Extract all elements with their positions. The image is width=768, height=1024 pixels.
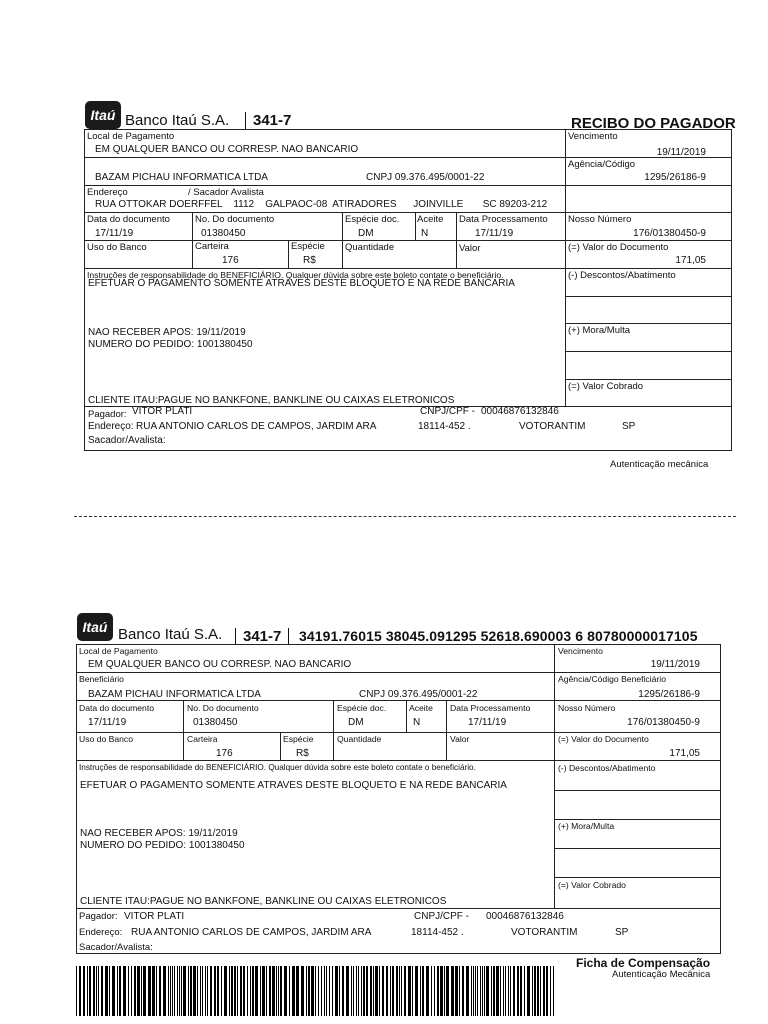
cep-value: 18114-452 .: [411, 927, 464, 938]
barcode-bar: [356, 966, 357, 1016]
barcode-bar: [269, 966, 271, 1016]
vencimento-value: 19/11/2019: [650, 659, 700, 670]
barcode-bar: [202, 966, 203, 1016]
barcode-bar: [408, 966, 411, 1016]
barcode-bar: [301, 966, 304, 1016]
valor-label: Valor: [459, 243, 481, 254]
barcode-bar: [486, 966, 489, 1016]
barcode-bar: [224, 966, 227, 1016]
barcode-bar: [392, 966, 394, 1016]
barcode-bar: [272, 966, 275, 1016]
aceite-value: N: [413, 717, 421, 728]
barcode-bar: [550, 966, 551, 1016]
nosso-num-value: 176/01380450-9: [633, 228, 706, 239]
cnpj-cpf-value: 00046876132846: [486, 911, 564, 922]
sacador-label: Sacador/Avalista:: [79, 942, 153, 953]
barcode-bar: [234, 966, 236, 1016]
barcode-bar: [477, 966, 478, 1016]
beneficiario-label: Beneficiário: [79, 674, 124, 684]
barcode-bar: [466, 966, 469, 1016]
barcode-bar: [351, 966, 352, 1016]
valor-cobrado-label: (=) Valor Cobrado: [568, 381, 644, 392]
uf-value: SP: [615, 927, 629, 938]
barcode-bar: [532, 966, 533, 1016]
data-proc-label: Data Processamento: [450, 703, 531, 713]
itau-logo: Itaú: [85, 101, 121, 129]
barcode-bar: [83, 966, 85, 1016]
barcode-bar: [231, 966, 233, 1016]
barcode-bar: [174, 966, 175, 1016]
barcode-bar: [353, 966, 354, 1016]
barcode-bar: [382, 966, 384, 1016]
barcode-bar: [101, 966, 103, 1016]
pagador-label: Pagador:: [79, 911, 118, 922]
vencimento-label: Vencimento: [558, 646, 603, 656]
barcode: [76, 966, 556, 1016]
agencia-label: Agência/Código Beneficiário: [558, 674, 666, 684]
barcode-bar: [79, 966, 81, 1016]
barcode-bar: [76, 966, 77, 1016]
barcode-bar: [370, 966, 372, 1016]
bank-name: Banco Itaú S.A.: [118, 626, 223, 643]
especie-label: Espécie: [283, 734, 314, 744]
barcode-bar: [148, 966, 151, 1016]
barcode-bar: [431, 966, 432, 1016]
barcode-bar: [221, 966, 222, 1016]
barcode-bar: [205, 966, 206, 1016]
barcode-bar: [326, 966, 327, 1016]
valor-doc-value: 171,05: [675, 255, 706, 266]
nosso-num-value: 176/01380450-9: [627, 717, 700, 728]
barcode-bar: [553, 966, 554, 1016]
ficha-title: Ficha de Compensação: [576, 956, 711, 970]
num-doc-value: 01380450: [201, 228, 246, 239]
barcode-bar: [462, 966, 464, 1016]
barcode-bar: [131, 966, 132, 1016]
barcode-bar: [262, 966, 265, 1016]
barcode-bar: [190, 966, 192, 1016]
cidade-value: VOTORANTIM: [511, 927, 578, 938]
barcode-bar: [237, 966, 238, 1016]
instrucao-4: CLIENTE ITAU:PAGUE NO BANKFONE, BANKLINE OU CAIXAS ELETRONICOS: [80, 896, 447, 907]
barcode-bar: [415, 966, 418, 1016]
itau-logo: Itaú: [77, 613, 113, 641]
bank-code: 341-7: [245, 112, 298, 129]
especie-doc-label: Espécie doc.: [345, 214, 400, 225]
nosso-num-label: Nosso Número: [568, 214, 632, 225]
endereco-label: Endereço:: [79, 927, 123, 938]
data-doc-label: Data do documento: [79, 703, 155, 713]
especie-doc-label: Espécie doc.: [337, 703, 387, 713]
barcode-bar: [404, 966, 406, 1016]
barcode-bar: [266, 966, 267, 1016]
beneficiario-value: BAZAM PICHAU INFORMATICA LTDA: [88, 689, 261, 700]
barcode-bar: [200, 966, 201, 1016]
barcode-bar: [207, 966, 208, 1016]
barcode-bar: [98, 966, 99, 1016]
especie-label: Espécie: [291, 241, 325, 252]
instrucoes-label: Instruções de responsabilidade do BENEFICIÁRIO. Qualquer dúvida sobre este boleto contate o beneficiário.: [87, 270, 504, 280]
cidade-value: VOTORANTIM: [519, 421, 586, 432]
carteira-value: 176: [222, 255, 239, 266]
barcode-bar: [179, 966, 180, 1016]
barcode-bar: [475, 966, 476, 1016]
beneficiario-value: BAZAM PICHAU INFORMATICA LTDA: [95, 172, 268, 183]
barcode-bar: [289, 966, 290, 1016]
pagador-value: VITOR PLATI: [132, 406, 193, 417]
barcode-bar: [546, 966, 548, 1016]
instrucao-3: NUMERO DO PEDIDO: 1001380450: [88, 339, 253, 350]
barcode-bar: [105, 966, 108, 1016]
barcode-bar: [399, 966, 400, 1016]
barcode-bar: [321, 966, 322, 1016]
barcode-bar: [292, 966, 295, 1016]
barcode-bar: [159, 966, 161, 1016]
especie-value: R$: [303, 255, 316, 266]
barcode-bar: [156, 966, 157, 1016]
pagador-value: VITOR PLATI: [124, 911, 185, 922]
barcode-bar: [500, 966, 501, 1016]
instrucao-1: EFETUAR O PAGAMENTO SOMENTE ATRAVES DESTE BLOQUETO E NA REDE BANCARIA: [88, 278, 515, 289]
autenticacao-label: Autenticação mecânica: [610, 459, 709, 470]
barcode-bar: [188, 966, 189, 1016]
cep-value: 18114-452 .: [418, 421, 471, 432]
barcode-bar: [315, 966, 316, 1016]
mora-label: (+) Mora/Multa: [558, 821, 615, 831]
barcode-bar: [134, 966, 136, 1016]
barcode-bar: [520, 966, 522, 1016]
barcode-bar: [493, 966, 495, 1016]
receipt-title: RECIBO DO PAGADOR: [571, 115, 736, 132]
barcode-bar: [137, 966, 140, 1016]
data-doc-label: Data do documento: [87, 214, 170, 225]
barcode-bar: [210, 966, 212, 1016]
barcode-bar: [255, 966, 258, 1016]
barcode-bar: [335, 966, 338, 1016]
bank-code: 341-7: [235, 628, 289, 645]
local-value: EM QUALQUER BANCO OU CORRESP. NAO BANCARIO: [88, 659, 352, 670]
barcode-bar: [89, 966, 91, 1016]
agencia-value: 1295/26186-9: [644, 172, 706, 183]
descontos-label: (-) Descontos/Abatimento: [558, 763, 656, 773]
descontos-label: (-) Descontos/Abatimento: [568, 270, 676, 281]
instrucao-1: EFETUAR O PAGAMENTO SOMENTE ATRAVES DESTE BLOQUETO E NA REDE BANCARIA: [80, 780, 507, 791]
agencia-value: 1295/26186-9: [638, 689, 700, 700]
endereco2-value: RUA ANTONIO CARLOS DE CAMPOS, JARDIM ARA: [136, 421, 377, 432]
endereco2-label: Endereço:: [88, 421, 134, 432]
barcode-bar: [214, 966, 216, 1016]
barcode-bar: [250, 966, 251, 1016]
instrucao-2: NAO RECEBER APOS: 19/11/2019: [88, 327, 246, 338]
barcode-bar: [361, 966, 362, 1016]
barcode-bar: [401, 966, 402, 1016]
barcode-bar: [459, 966, 460, 1016]
barcode-bar: [366, 966, 368, 1016]
barcode-bar: [308, 966, 310, 1016]
cnpj-value: CNPJ 09.376.495/0001-22: [366, 172, 485, 183]
aceite-value: N: [421, 228, 429, 239]
uso-banco-label: Uso do Banco: [87, 242, 147, 253]
barcode-bar: [247, 966, 248, 1016]
barcode-bar: [96, 966, 97, 1016]
barcode-bar: [437, 966, 439, 1016]
barcode-bar: [363, 966, 365, 1016]
instrucoes-label: Instruções de responsabilidade do BENEFICIÁRIO. Qualquer dúvida sobre este boleto contate o beneficiário.: [79, 763, 476, 772]
barcode-bar: [517, 966, 519, 1016]
barcode-bar: [375, 966, 378, 1016]
barcode-bar: [141, 966, 142, 1016]
cnpj-cpf-value: 00046876132846: [481, 406, 559, 417]
barcode-bar: [296, 966, 299, 1016]
valor-doc-label: (=) Valor do Documento: [558, 734, 649, 744]
barcode-bar: [87, 966, 88, 1016]
local-label: Local de Pagamento: [79, 646, 158, 656]
barcode-bar: [420, 966, 421, 1016]
num-doc-value: 01380450: [193, 717, 238, 728]
barcode-bar: [342, 966, 344, 1016]
barcode-bar: [112, 966, 115, 1016]
barcode-bar: [252, 966, 254, 1016]
barcode-bar: [455, 966, 458, 1016]
barcode-bar: [284, 966, 287, 1016]
agencia-label: Agência/Código: [568, 159, 636, 170]
local-label: Local de Pagamento: [87, 131, 175, 142]
barcode-bar: [524, 966, 525, 1016]
barcode-bar: [505, 966, 506, 1016]
endereco-value: RUA ANTONIO CARLOS DE CAMPOS, JARDIM ARA: [131, 927, 372, 938]
barcode-bar: [346, 966, 349, 1016]
carteira-label: Carteira: [195, 241, 229, 252]
barcode-bar: [143, 966, 146, 1016]
instrucao-3: NUMERO DO PEDIDO: 1001380450: [80, 840, 245, 851]
barcode-bar: [540, 966, 541, 1016]
carteira-value: 176: [216, 748, 233, 759]
barcode-bar: [193, 966, 196, 1016]
quantidade-label: Quantidade: [337, 734, 382, 744]
barcode-bar: [311, 966, 314, 1016]
barcode-bar: [451, 966, 454, 1016]
quantidade-label: Quantidade: [345, 242, 395, 253]
barcode-bar: [513, 966, 515, 1016]
barcode-bar: [339, 966, 340, 1016]
barcode-bar: [197, 966, 198, 1016]
sacador2-label: Sacador/Avalista:: [88, 435, 166, 446]
data-proc-value: 17/11/19: [475, 228, 514, 239]
barcode-bar: [386, 966, 388, 1016]
barcode-bar: [240, 966, 242, 1016]
bank-name: Banco Itaú S.A.: [125, 112, 230, 129]
barcode-bar: [412, 966, 413, 1016]
especie-doc-value: DM: [348, 717, 364, 728]
carteira-label: Carteira: [187, 734, 218, 744]
uso-banco-label: Uso do Banco: [79, 734, 133, 744]
vencimento-value: 19/11/2019: [656, 147, 706, 158]
barcode-bar: [128, 966, 129, 1016]
sacador-label: / Sacador Avalista: [188, 187, 264, 198]
valor-doc-label: (=) Valor do Documento: [568, 242, 669, 253]
barcode-bar: [117, 966, 118, 1016]
data-doc-value: 17/11/19: [95, 228, 134, 239]
instrucao-2: NAO RECEBER APOS: 19/11/2019: [80, 828, 238, 839]
barcode-bar: [217, 966, 219, 1016]
barcode-bar: [93, 966, 95, 1016]
barcode-bar: [473, 966, 474, 1016]
barcode-bar: [471, 966, 472, 1016]
barcode-bar: [508, 966, 509, 1016]
num-doc-label: No. Do documento: [195, 214, 275, 225]
endereco-value: RUA OTTOKAR DOERFFEL 1112 GALPAOC-08 ATIRADORES JOINVILLE SC 89203-212: [95, 199, 548, 210]
barcode-bar: [170, 966, 171, 1016]
nosso-num-label: Nosso Número: [558, 703, 616, 713]
aceite-label: Aceite: [409, 703, 433, 713]
cnpj-value: CNPJ 09.376.495/0001-22: [359, 689, 478, 700]
barcode-bar: [243, 966, 245, 1016]
mora-label: (+) Mora/Multa: [568, 325, 631, 336]
valor-label: Valor: [450, 734, 470, 744]
barcode-bar: [123, 966, 126, 1016]
barcode-bar: [491, 966, 492, 1016]
barcode-bar: [329, 966, 330, 1016]
barcode-bar: [306, 966, 307, 1016]
data-proc-value: 17/11/19: [468, 717, 507, 728]
instrucao-4: CLIENTE ITAU:PAGUE NO BANKFONE, BANKLINE OU CAIXAS ELETRONICOS: [88, 395, 455, 406]
barcode-bar: [446, 966, 449, 1016]
barcode-bar: [373, 966, 374, 1016]
barcode-bar: [396, 966, 398, 1016]
barcode-bar: [484, 966, 485, 1016]
endereco-label: Endereço: [87, 187, 128, 198]
barcode-bar: [318, 966, 319, 1016]
data-proc-label: Data Processamento: [459, 214, 548, 225]
local-value: EM QUALQUER BANCO OU CORRESP. NAO BANCARIO: [95, 144, 359, 155]
barcode-bar: [163, 966, 166, 1016]
barcode-bar: [482, 966, 483, 1016]
especie-doc-value: DM: [358, 228, 374, 239]
barcode-bar: [280, 966, 282, 1016]
barcode-bar: [358, 966, 359, 1016]
barcode-bar: [276, 966, 277, 1016]
barcode-bar: [496, 966, 499, 1016]
vencimento-label: Vencimento: [568, 131, 618, 142]
valor-doc-value: 171,05: [669, 748, 700, 759]
cnpj-cpf-label: CNPJ/CPF -: [420, 406, 475, 417]
num-doc-label: No. Do documento: [187, 703, 259, 713]
barcode-bar: [183, 966, 186, 1016]
cnpj-cpf-label: CNPJ/CPF -: [414, 911, 469, 922]
pagador-label: Pagador:: [88, 409, 127, 420]
barcode-bar: [444, 966, 445, 1016]
barcode-bar: [390, 966, 391, 1016]
barcode-bar: [260, 966, 261, 1016]
barcode-bar: [379, 966, 380, 1016]
barcode-bar: [278, 966, 279, 1016]
barcode-bar: [422, 966, 424, 1016]
barcode-bar: [543, 966, 545, 1016]
barcode-bar: [119, 966, 121, 1016]
barcode-bar: [229, 966, 230, 1016]
uf-value: SP: [622, 421, 636, 432]
barcode-bar: [332, 966, 333, 1016]
barcode-bar: [181, 966, 182, 1016]
barcode-bar: [324, 966, 325, 1016]
barcode-bar: [177, 966, 178, 1016]
barcode-bar: [510, 966, 511, 1016]
barcode-bar: [168, 966, 169, 1016]
barcode-bar: [152, 966, 155, 1016]
data-doc-value: 17/11/19: [88, 717, 127, 728]
barcode-bar: [172, 966, 173, 1016]
barcode-bar: [503, 966, 504, 1016]
barcode-bar: [537, 966, 539, 1016]
barcode-bar: [440, 966, 443, 1016]
barcode-bar: [480, 966, 481, 1016]
barcode-bar: [534, 966, 536, 1016]
barcode-bar: [434, 966, 435, 1016]
cut-line: [74, 516, 736, 517]
autenticacao-label: Autenticação Mecânica: [612, 969, 711, 980]
especie-value: R$: [296, 748, 309, 759]
barcode-bar: [426, 966, 429, 1016]
barcode-bar: [109, 966, 110, 1016]
linha-digitavel: 34191.76015 38045.091295 52618.690003 6 80780000017105: [299, 628, 698, 644]
valor-cobrado-label: (=) Valor Cobrado: [558, 880, 626, 890]
aceite-label: Aceite: [417, 214, 444, 225]
barcode-bar: [527, 966, 530, 1016]
